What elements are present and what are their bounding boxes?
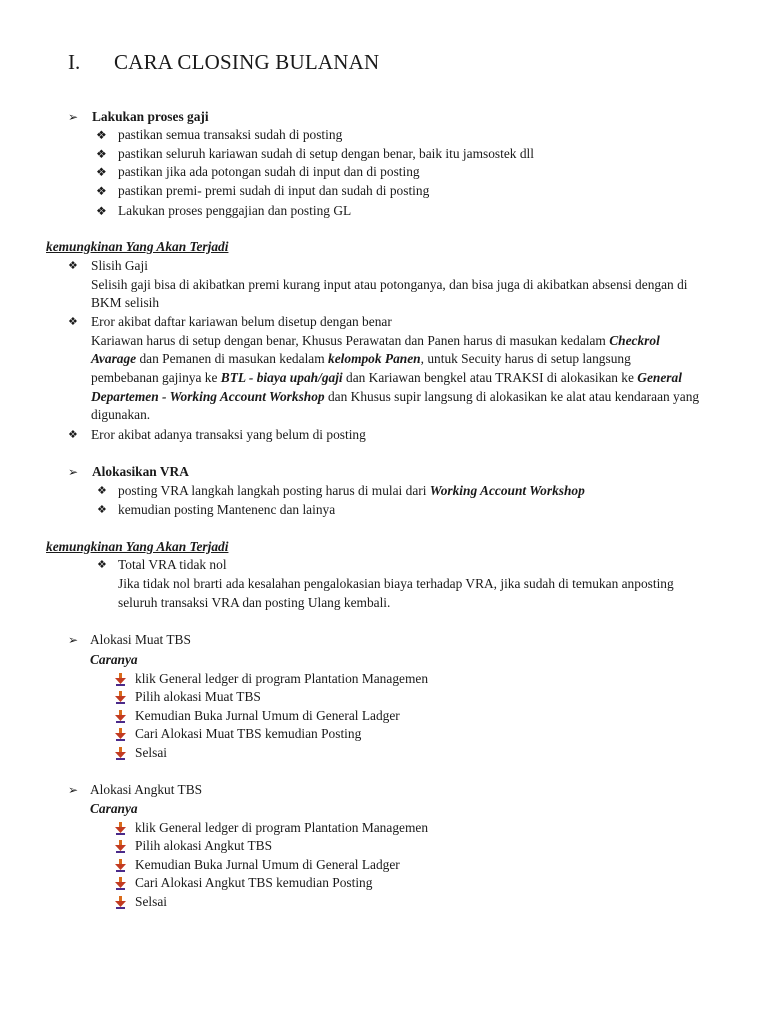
emphasis-text: General [637, 370, 682, 385]
arrow-bullet-icon: ➢ [68, 783, 79, 797]
step-item: Cari Alokasi Angkut TBS kemudian Posting [135, 875, 373, 890]
paragraph-line: Selisih gaji bisa di akibatkan premi kurang input atau potonganya, dan bisa juga di akibatkan absensi dengan di [91, 277, 688, 292]
arrow-down-bullet-icon [115, 822, 126, 835]
paragraph-line [91, 332, 660, 351]
emphasis-text: Avarage [91, 351, 137, 366]
section-heading-proses-gaji: Lakukan proses gaji [92, 109, 209, 124]
arrow-down-bullet-icon [115, 896, 126, 909]
list-item [118, 482, 585, 501]
arrow-down-bullet-icon [115, 840, 126, 853]
text-run: dan Khusus supir langsung di alokasikan ke alat atau kendaraan yang [324, 389, 700, 404]
diamond-bullet-icon: ❖ [96, 204, 107, 218]
step-item: Kemudian Buka Jurnal Umum di General Ladger [135, 708, 400, 723]
section-heading-alokasi-muat: Alokasi Muat TBS [90, 632, 191, 647]
arrow-bullet-icon: ➢ [68, 633, 79, 647]
emphasis-text: Checkrol [609, 333, 660, 348]
arrow-down-bullet-icon [115, 710, 126, 723]
subheading-kemungkinan: kemungkinan Yang Akan Terjadi [46, 239, 229, 254]
diamond-bullet-icon: ❖ [96, 165, 107, 179]
paragraph-line [91, 388, 699, 407]
list-item: pastikan semua transaksi sudah di posting [118, 127, 343, 142]
list-item: kemudian posting Mantenenc dan lainya [118, 502, 336, 517]
paragraph-line: digunakan. [91, 407, 151, 422]
emphasis-text: Working Account Workshop [429, 483, 585, 498]
paragraph-line: Jika tidak nol brarti ada kesalahan pengalokasian biaya terhadap VRA, jika sudah di temukan anposting [118, 576, 674, 591]
diamond-bullet-icon: ❖ [68, 429, 78, 441]
step-item: Selsai [135, 894, 167, 909]
item-title: Slisih Gaji [91, 258, 148, 273]
caranya-label: Caranya [90, 652, 138, 667]
emphasis-text: kelompok Panen [328, 351, 421, 366]
step-item: klik General ledger di program Plantation Managemen [135, 671, 429, 686]
arrow-down-bullet-icon [115, 691, 126, 704]
step-item: Pilih alokasi Angkut TBS [135, 838, 273, 853]
caranya-label: Caranya [90, 801, 138, 816]
diamond-bullet-icon: ❖ [68, 260, 78, 272]
arrow-down-bullet-icon [115, 859, 126, 872]
text-run: posting VRA langkah langkah posting harus di mulai dari [118, 483, 430, 498]
arrow-down-bullet-icon [115, 673, 126, 686]
list-item: pastikan premi- premi sudah di input dan sudah di posting [118, 183, 430, 198]
diamond-bullet-icon: ❖ [96, 147, 107, 161]
step-item: Cari Alokasi Muat TBS kemudian Posting [135, 726, 362, 741]
diamond-bullet-icon: ❖ [96, 128, 107, 142]
list-item: pastikan seluruh kariawan sudah di setup dengan benar, baik itu jamsostek dll [118, 146, 534, 161]
step-item: Selsai [135, 745, 167, 760]
emphasis-text: Departemen - Working Account Workshop [91, 389, 325, 404]
text-run: pembebanan gajinya ke [91, 370, 221, 385]
arrow-bullet-icon: ➢ [68, 110, 79, 124]
text-run: , untuk Secuity harus di setup langsung [420, 351, 631, 366]
item-title: Eror akibat daftar kariawan belum disetup dengan benar [91, 314, 392, 329]
arrow-down-bullet-icon [115, 747, 126, 760]
paragraph-line [91, 369, 682, 388]
page-title: CARA CLOSING BULANAN [114, 50, 380, 74]
section-number: I. [68, 50, 81, 74]
step-item: Kemudian Buka Jurnal Umum di General Ladger [135, 857, 400, 872]
section-heading-alokasi-angkut: Alokasi Angkut TBS [90, 782, 203, 797]
item-title: Eror akibat adanya transaksi yang belum di posting [91, 427, 366, 442]
paragraph-line: seluruh transaksi VRA dan posting Ulang kembali. [118, 595, 391, 610]
list-item: pastikan jika ada potongan sudah di input dan di posting [118, 164, 420, 179]
diamond-bullet-icon: ❖ [97, 504, 107, 516]
diamond-bullet-icon: ❖ [97, 485, 107, 497]
emphasis-text: BTL - biaya upah/gaji [220, 370, 343, 385]
diamond-bullet-icon: ❖ [96, 184, 107, 198]
text-run: Kariawan harus di setup dengan benar, Khusus Perawatan dan Panen harus di masukan kedalam [91, 333, 610, 348]
item-title: Total VRA tidak nol [118, 557, 227, 572]
diamond-bullet-icon: ❖ [97, 559, 107, 571]
paragraph-line: BKM selisih [91, 295, 160, 310]
arrow-down-bullet-icon [115, 877, 126, 890]
arrow-bullet-icon: ➢ [68, 465, 79, 479]
section-heading-alokasikan-vra: Alokasikan VRA [92, 464, 189, 479]
step-item: klik General ledger di program Plantation Managemen [135, 820, 429, 835]
arrow-down-bullet-icon [115, 728, 126, 741]
text-run: dan Kariawan bengkel atau TRAKSI di alokasikan ke [342, 370, 638, 385]
paragraph-line [91, 350, 631, 369]
text-run: dan Pemanen di masukan kedalam [136, 351, 329, 366]
step-item: Pilih alokasi Muat TBS [135, 689, 261, 704]
subheading-kemungkinan: kemungkinan Yang Akan Terjadi [46, 539, 229, 554]
list-item: Lakukan proses penggajian dan posting GL [118, 203, 352, 218]
diamond-bullet-icon: ❖ [68, 316, 78, 328]
